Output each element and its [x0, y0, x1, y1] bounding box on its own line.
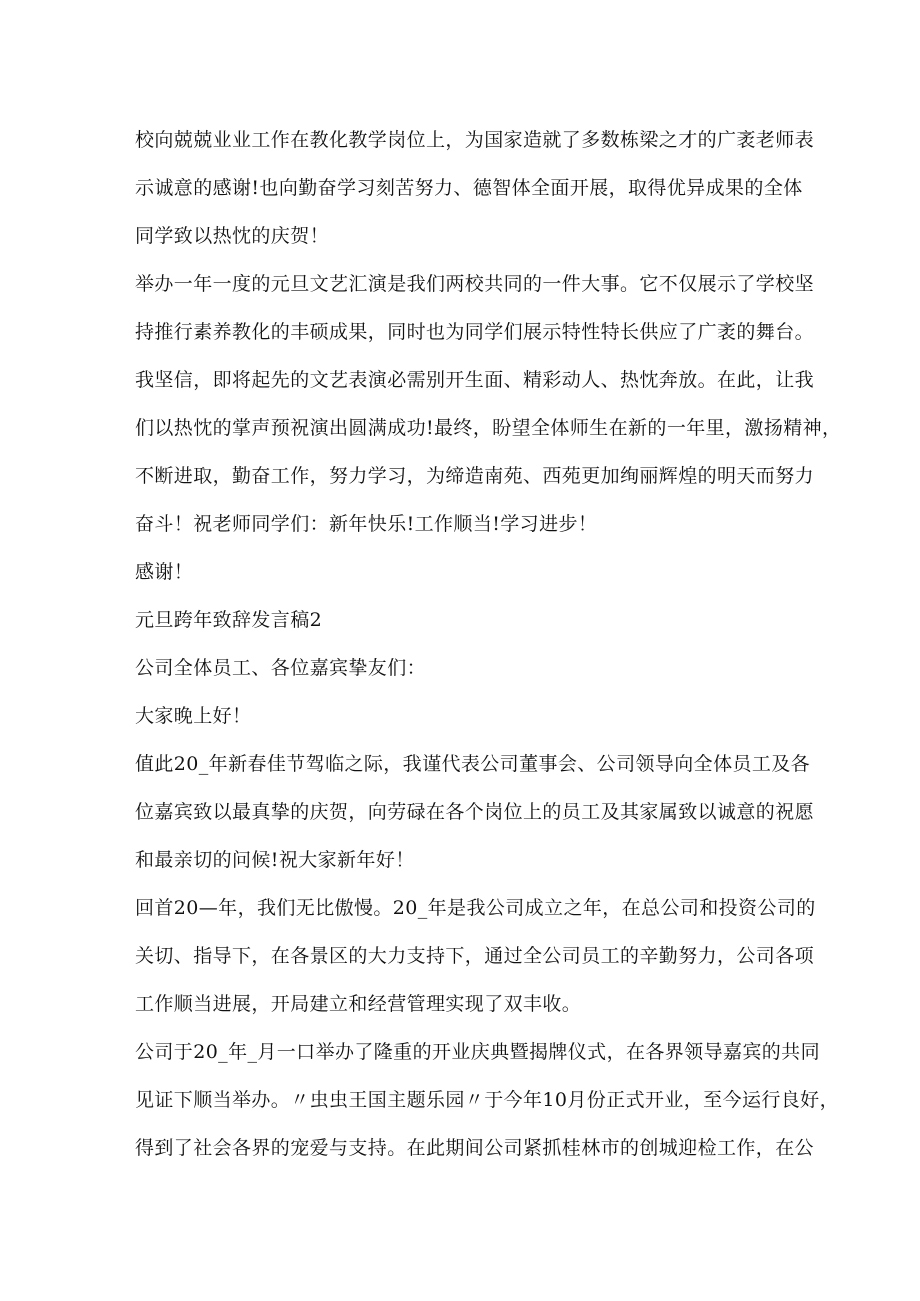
paragraph-5-line-1: 公司于20_年_月一口举办了隆重的开业庆典暨揭牌仪式，在各界领导嘉宾的共同 — [135, 1041, 820, 1063]
paragraph-2-line-2: 持推行素养教化的丰硕成果，同时也为同学们展示特性特长供应了广袤的舞台。 — [135, 321, 815, 343]
paragraph-2-line-5: 不断进取，勤奋工作，努力学习，为缔造南苑、西苑更加绚丽辉煌的明天而努力 — [135, 465, 815, 487]
paragraph-2-line-6: 奋斗！祝老师同学们：新年快乐!工作顺当!学习进步！ — [135, 513, 598, 535]
paragraph-4-line-1: 回首20—年，我们无比傲慢。20_年是我公司成立之年，在总公司和投资公司的 — [135, 897, 816, 919]
paragraph-5-line-2: 见证下顺当举办。〃虫虫王国主题乐园〃于今年10月份正式开业，至今运行良好， — [135, 1089, 839, 1111]
paragraph-1-line-2: 示诚意的感谢!也向勤奋学习刻苦努力、德智体全面开展，取得优异成果的全体 — [135, 177, 803, 199]
document-body — [135, 116, 842, 1172]
thanks-line: 感谢！ — [135, 561, 194, 583]
paragraph-4-line-2: 关切、指导下，在各景区的大力支持下，通过全公司员工的辛勤努力，公司各项 — [135, 945, 815, 967]
paragraph-2-line-1: 举办一年一度的元旦文艺汇演是我们两校共同的一件大事。它不仅展示了学校坚 — [135, 273, 815, 295]
paragraph-2-line-4: 们以热忱的掌声预祝演出圆满成功!最终，盼望全体师生在新的一年里，激扬精神， — [135, 417, 842, 439]
greeting-line: 大家晚上好！ — [135, 705, 252, 727]
paragraph-5-line-3: 得到了社会各界的宠爱与支持。在此期间公司紧抓桂林市的创城迎检工作，在公 — [135, 1137, 815, 1159]
paragraph-2-line-3: 我坚信，即将起先的文艺表演必需别开生面、精彩动人、热忱奔放。在此，让我 — [135, 369, 815, 391]
paragraph-4-line-3: 工作顺当进展，开局建立和经营管理实现了双丰收。 — [135, 993, 582, 1015]
section-heading: 元旦跨年致辞发言稿2 — [135, 609, 323, 631]
paragraph-3-line-1: 值此20_年新春佳节驾临之际，我谨代表公司董事会、公司领导向全体员工及各 — [135, 753, 811, 775]
paragraph-1-line-1: 校向兢兢业业工作在教化教学岗位上，为国家造就了多数栋梁之才的广袤老师表 — [135, 129, 815, 151]
paragraph-1-line-3: 同学致以热忱的庆贺！ — [135, 225, 330, 247]
paragraph-3-line-2: 位嘉宾致以最真挚的庆贺，向劳碌在各个岗位上的员工及其家属致以诚意的祝愿 — [135, 801, 815, 823]
paragraph-3-line-3: 和最亲切的问候!祝大家新年好！ — [135, 849, 415, 871]
salutation-line: 公司全体员工、各位嘉宾挚友们： — [135, 657, 427, 679]
